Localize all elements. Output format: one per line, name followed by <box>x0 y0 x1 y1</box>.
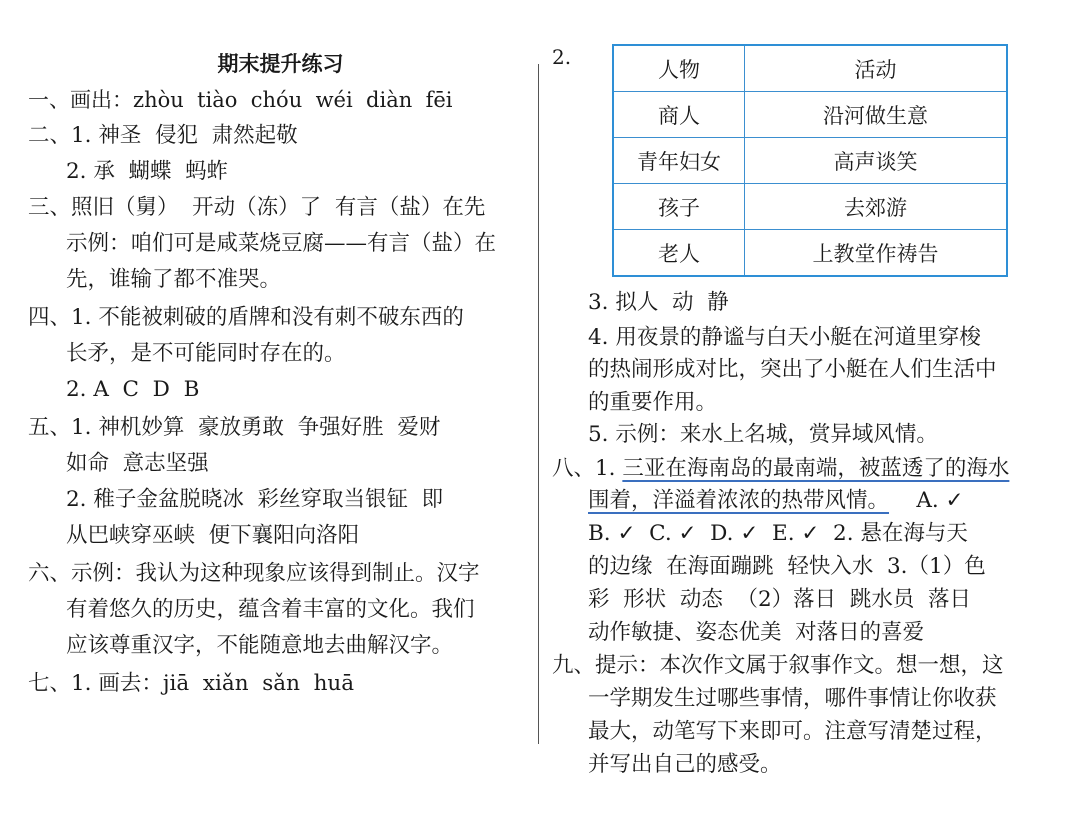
answer-line: 示例：咱们可是咸菜烧豆腐——有言（盐）在 <box>66 231 497 256</box>
answer-line: 2. A C D B <box>66 377 200 402</box>
answer-line: 七、1. 画去：jiā xiǎn sǎn huā <box>28 671 355 696</box>
table-header-cell: 人物 <box>613 45 745 92</box>
answer-line: 最大，动笔写下来即可。注意写清楚过程， <box>588 719 997 744</box>
table-header-cell: 活动 <box>745 45 1008 92</box>
table-row <box>613 138 1007 184</box>
table-cell: 青年妇女 <box>613 138 745 184</box>
answer-line: 五、1. 神机妙算 豪放勇敢 争强好胜 爱财 <box>28 415 441 440</box>
answer-line: 长矛，是不可能同时存在的。 <box>66 341 346 366</box>
answer-line: 4. 用夜景的静谧与白天小艇在河道里穿梭 <box>588 325 981 350</box>
answer-line: 从巴峡穿巫峡 便下襄阳向洛阳 <box>66 523 360 548</box>
answer-line: 九、提示：本次作文属于叙事作文。想一想，这 <box>552 653 1004 678</box>
answer-line: 二、1. 神圣 侵犯 肃然起敬 <box>28 123 298 148</box>
table-cell: 高声谈笑 <box>745 138 1008 184</box>
answer-line: 2. 稚子金盆脱晓冰 彩丝穿取当银钲 即 <box>66 487 444 512</box>
answer-suffix: A. ✓ <box>889 488 964 513</box>
underlined-answer: 三亚在海南岛的最南端，被蓝透了的海水 <box>622 456 1010 481</box>
table-cell: 上教堂作祷告 <box>745 230 1008 277</box>
table-cell: 商人 <box>613 92 745 138</box>
table-cell: 沿河做生意 <box>745 92 1008 138</box>
table-row <box>613 184 1007 230</box>
answer-line: 八、1. 三亚在海南岛的最南端，被蓝透了的海水 <box>552 456 1010 481</box>
answer-line: 的热闹形成对比，突出了小艇在人们生活中 <box>588 357 997 382</box>
answer-line: 一、画出：zhòu tiào chóu wéi diàn fēi <box>28 88 453 112</box>
column-divider <box>538 64 539 744</box>
answer-line: 有着悠久的历史，蕴含着丰富的文化。我们 <box>66 597 475 622</box>
underlined-answer: 围着，洋溢着浓浓的热带风情。 <box>588 488 890 513</box>
answer-line: 的边缘 在海面蹦跳 轻快入水 3.（1）色 <box>588 554 986 579</box>
answer-line: 3. 拟人 动 静 <box>588 290 729 315</box>
page-title: 期末提升练习 <box>217 52 344 76</box>
table-row <box>613 92 1007 138</box>
table-header-row <box>613 45 1007 92</box>
answer-line: 并写出自己的感受。 <box>588 752 782 777</box>
answer-line: B. ✓ C. ✓ D. ✓ E. ✓ 2. 悬在海与天 <box>588 521 968 546</box>
table-row <box>613 230 1007 277</box>
answer-line: 一学期发生过哪些事情，哪件事情让你收获 <box>588 686 997 711</box>
question-number: 2. <box>552 45 572 69</box>
answer-line: 5. 示例：来水上名城，赏异域风情。 <box>588 422 938 447</box>
answer-line <box>588 486 964 516</box>
table-cell: 老人 <box>613 230 745 277</box>
answer-line: 的重要作用。 <box>588 390 718 415</box>
answer-line: 四、1. 不能被刺破的盾牌和没有刺不破东西的 <box>28 305 464 330</box>
answer-line: 应该尊重汉字，不能随意地去曲解汉字。 <box>66 633 454 658</box>
answer-line: 先，谁输了都不准哭。 <box>66 267 282 292</box>
answer-line: 如命 意志坚强 <box>66 451 209 476</box>
answer-line: 三、照旧（舅） 开动（冻）了 有言（盐）在先 <box>28 195 486 220</box>
answer-line: 六、示例：我认为这种现象应该得到制止。汉字 <box>28 561 480 586</box>
answer-line: 彩 形状 动态 （2）落日 跳水员 落日 <box>588 587 972 612</box>
table-cell: 去郊游 <box>745 184 1008 230</box>
answer-line: 动作敏捷、姿态优美 对落日的喜爱 <box>588 620 925 645</box>
character-activity-table <box>612 44 1008 277</box>
table-cell: 孩子 <box>613 184 745 230</box>
answer-line: 2. 承 蝴蝶 蚂蚱 <box>66 159 229 184</box>
